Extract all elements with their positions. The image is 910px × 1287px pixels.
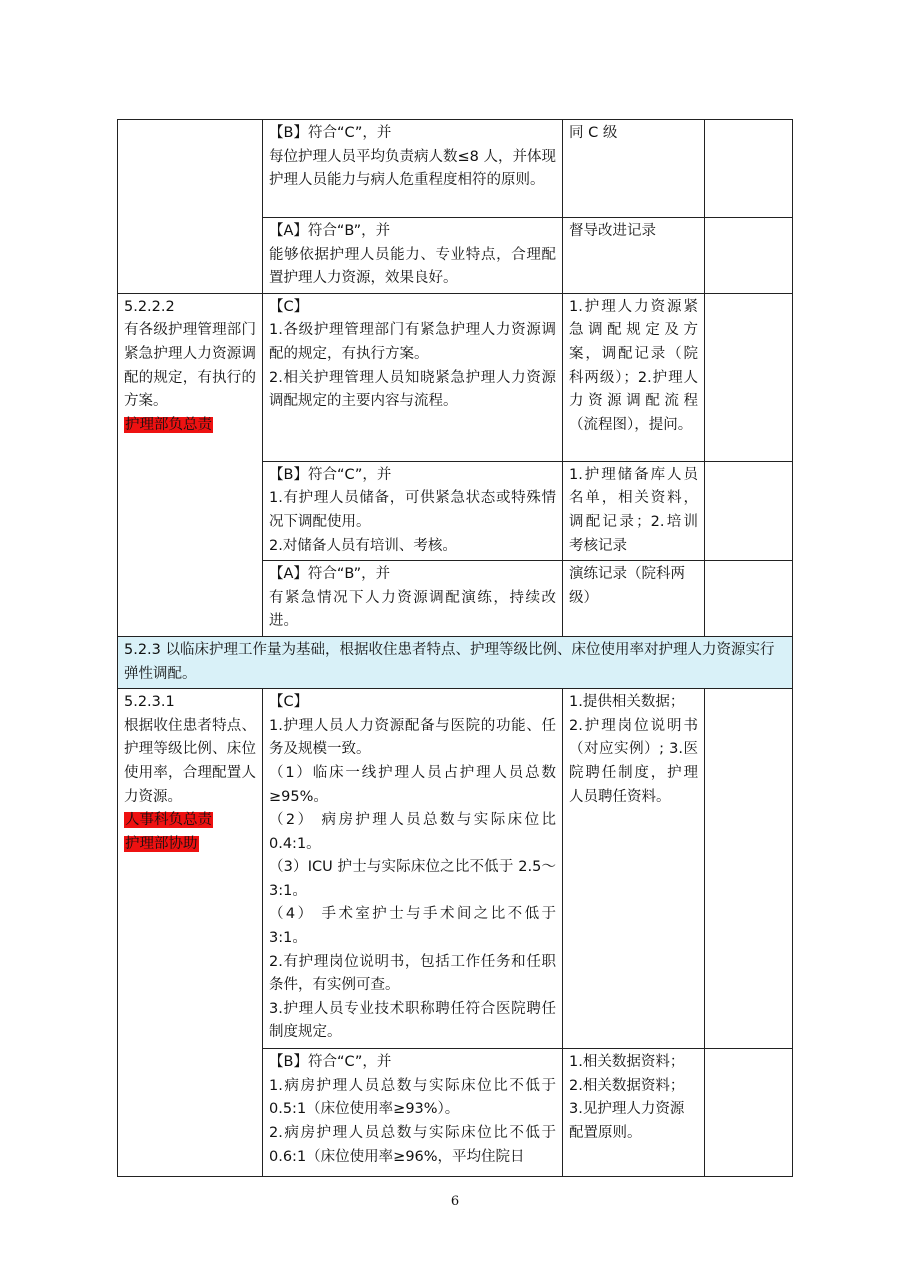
- b-level-cell: 【B】符合“C”，并 1.有护理人员储备，可供紧急状态或特殊情况下调配使用。 2.对储备人员有培训、考核。: [263, 461, 563, 560]
- owner-highlight: 人事科负总责: [125, 812, 212, 829]
- score-cell: [705, 218, 793, 294]
- evidence-cell: 1.提供相关数据； 2.护理岗位说明书（对应实例）; 3.医院聘任制度，护理人员聘任资料。: [563, 689, 705, 1049]
- item-cell-5231: [118, 689, 263, 1177]
- score-cell: [705, 689, 793, 1049]
- a-level-cell: 【A】符合“B”，并 有紧急情况下人力资源调配演练，持续改进。: [263, 561, 563, 637]
- b-level-cell: 【B】符合“C”，并 每位护理人员平均负责病人数≤8 人，并体现护理人员能力与病人危重程度相符的原则。: [263, 120, 563, 218]
- item-cell-5222: [118, 293, 263, 636]
- b-level-cell: 【B】符合“C”，并 1.病房护理人员总数与实际床位比不低于 0.5:1（床位使用率≥93%）。 2.病房护理人员总数与实际床位比不低于 0.6:1（床位使用率≥96%，平均住院日: [263, 1049, 563, 1177]
- owner-highlight: 护理部负总责: [125, 416, 212, 433]
- evidence-cell: 1.相关数据资料； 2.相关数据资料； 3.见护理人力资源配置原则。: [563, 1049, 705, 1177]
- table-row: [118, 120, 793, 218]
- section-header-523: 5.2.3 以临床护理工作量为基础，根据收住患者特点、护理等级比例、床位使用率对护理人力资源实行弹性调配。: [118, 636, 793, 688]
- evidence-cell: 同 C 级: [563, 120, 705, 218]
- evidence-cell: 1.护理人力资源紧急调配规定及方案，调配记录（院科两级）；2.护理人力资源调配流程（流程图），提问。: [563, 293, 705, 461]
- score-cell: [705, 120, 793, 218]
- evidence-cell: 1.护理储备库人员名单，相关资料，调配记录；2.培训考核记录: [563, 461, 705, 560]
- table-row: [118, 689, 793, 1049]
- item-cell-empty: [118, 120, 263, 294]
- section-row: [118, 636, 793, 688]
- item-code: 5.2.2.2: [124, 298, 175, 315]
- score-cell: [705, 561, 793, 637]
- score-cell: [705, 1049, 793, 1177]
- c-level-cell: 【C】 1.各级护理管理部门有紧急护理人力资源调配的规定，有执行方案。 2.相关护理管理人员知晓紧急护理人力资源调配规定的主要内容与流程。: [263, 293, 563, 461]
- item-title: 根据收住患者特点、护理等级比例、床位使用率，合理配置人力资源。: [124, 717, 256, 805]
- a-level-cell: 【A】符合“B”，并 能够依据护理人员能力、专业特点，合理配置护理人力资源，效果良好。: [263, 218, 563, 294]
- page-number: 6: [450, 1194, 460, 1209]
- coowner-highlight: 护理部协助: [125, 835, 198, 852]
- item-title: 有各级护理管理部门紧急护理人力资源调配的规定，有执行的方案。: [124, 322, 256, 410]
- c-level-cell: 【C】 1.护理人员人力资源配备与医院的功能、任务及规模一致。 （1）临床一线护理人员占护理人员总数≥95%。 （2） 病房护理人员总数与实际床位比 0.4:1。 （3）ICU 护士与实际床位之比不低于 2.5～3:1。 （4） 手术室护士与手术间之比不低于 3:1。 2.有护理岗位说明书，包括工作任务和任职条件，有实例可查。 3.护理人员专业技术职称聘任符合医院聘任制度规定。: [263, 689, 563, 1049]
- evidence-cell: 演练记录（院科两级）: [563, 561, 705, 637]
- standards-table: [117, 119, 793, 1177]
- table-row: [118, 293, 793, 461]
- item-code: 5.2.3.1: [124, 694, 175, 711]
- score-cell: [705, 293, 793, 461]
- evidence-cell: 督导改进记录: [563, 218, 705, 294]
- score-cell: [705, 461, 793, 560]
